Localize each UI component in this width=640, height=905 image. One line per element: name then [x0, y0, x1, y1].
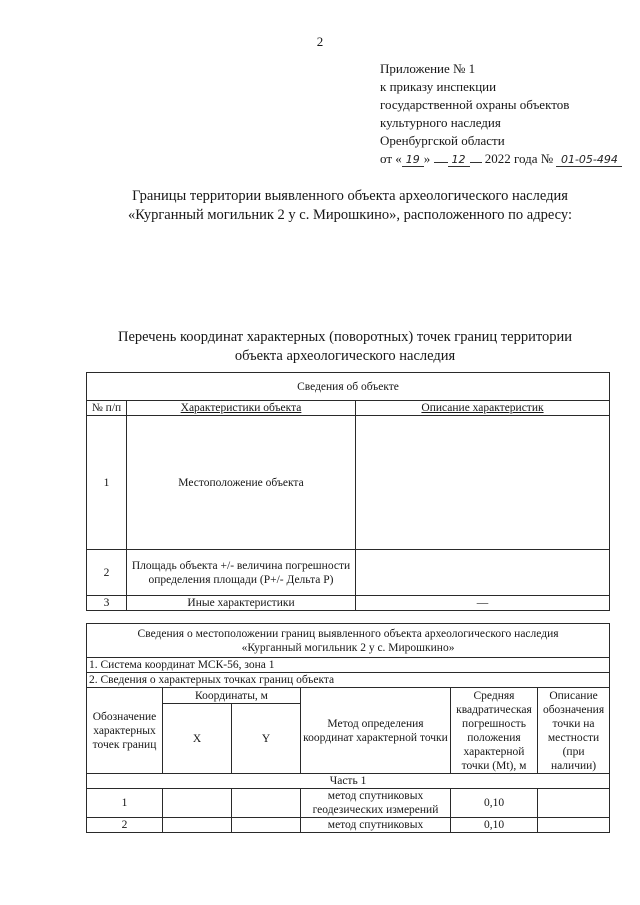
appendix-line: культурного наследия — [380, 115, 501, 130]
order-date-line — [380, 150, 622, 168]
row-characteristic: Иные характеристики — [127, 596, 356, 611]
point-method: метод спутниковых геодезических измерений — [301, 789, 451, 818]
row-number: 2 — [87, 550, 127, 596]
column-header: Средняя квадратическая погрешность положения характерной точки (Mt), м — [451, 688, 538, 774]
point-y — [232, 789, 301, 818]
table-row — [87, 416, 610, 550]
point-description — [538, 789, 610, 818]
appendix-line: государственной охраны объектов — [380, 97, 570, 112]
table-caption — [87, 624, 610, 658]
column-header: Координаты, м — [163, 688, 301, 704]
caption-line: «Курганный могильник 2 у с. Мирошкино» — [241, 641, 455, 654]
column-header: X — [163, 704, 232, 774]
column-header: Описание характеристик — [356, 401, 610, 416]
column-header: № п/п — [87, 401, 127, 416]
coordinates-list-title — [0, 328, 640, 366]
row-characteristic: Местоположение объекта — [127, 416, 356, 550]
date-blank — [434, 162, 448, 163]
title-line: Перечень координат характерных (поворотных) точек границ территории — [117, 329, 573, 345]
heading-line: Границы территории выявленного объекта археологического наследия — [132, 188, 568, 204]
title-line: объекта археологического наследия — [234, 348, 456, 364]
coordinate-system: 1. Система координат МСК-56, зона 1 — [87, 658, 610, 673]
row-number: 1 — [87, 416, 127, 550]
handwritten-order-number: 01-05-494 — [556, 153, 622, 167]
appendix-line: Приложение № 1 — [380, 61, 476, 76]
appendix-line: к приказу инспекции — [380, 79, 497, 94]
year-text: 2022 года № — [484, 151, 554, 166]
appendix-block — [380, 60, 622, 168]
table-row — [87, 596, 610, 611]
row-description — [356, 416, 610, 550]
column-header: Обозначение характерных точек границ — [87, 688, 163, 774]
point-x — [163, 789, 232, 818]
heading-line: «Курганный могильник 2 у с. Мирошкино», расположенного по адресу: — [128, 207, 572, 223]
table-row — [87, 818, 610, 833]
point-error: 0,10 — [451, 789, 538, 818]
point-error: 0,10 — [451, 818, 538, 833]
caption-line: Сведения о местоположении границ выявленного объекта археологического наследия — [137, 627, 559, 640]
point-number: 2 — [87, 818, 163, 833]
point-y — [232, 818, 301, 833]
part-label: Часть 1 — [87, 774, 610, 789]
table-caption: Сведения об объекте — [87, 373, 610, 401]
column-header: Описание обозначения точки на местности (при наличии) — [538, 688, 610, 774]
row-description — [356, 550, 610, 596]
row-description: — — [356, 596, 610, 611]
point-x — [163, 818, 232, 833]
date-mid: » — [423, 151, 431, 166]
column-header: Y — [232, 704, 301, 774]
column-header: Характеристики объекта — [127, 401, 356, 416]
handwritten-month: 12 — [448, 153, 470, 167]
page-number: 2 — [316, 34, 324, 49]
object-info-table — [86, 372, 610, 611]
document-heading — [0, 187, 640, 225]
date-prefix: от « — [380, 151, 402, 166]
points-caption: 2. Сведения о характерных точках границ объекта — [87, 673, 610, 688]
boundary-coordinates-table — [86, 623, 610, 833]
point-number: 1 — [87, 789, 163, 818]
point-method: метод спутниковых — [301, 818, 451, 833]
column-header: Метод определения координат характерной точки — [301, 688, 451, 774]
date-blank — [470, 162, 482, 163]
row-number: 3 — [87, 596, 127, 611]
appendix-line: Оренбургской области — [380, 133, 505, 148]
row-characteristic: Площадь объекта +/- величина погрешности определения площади (Р+/- Дельта Р) — [127, 550, 356, 596]
handwritten-day: 19 — [402, 153, 424, 167]
table-row — [87, 550, 610, 596]
point-description — [538, 818, 610, 833]
table-row — [87, 789, 610, 818]
